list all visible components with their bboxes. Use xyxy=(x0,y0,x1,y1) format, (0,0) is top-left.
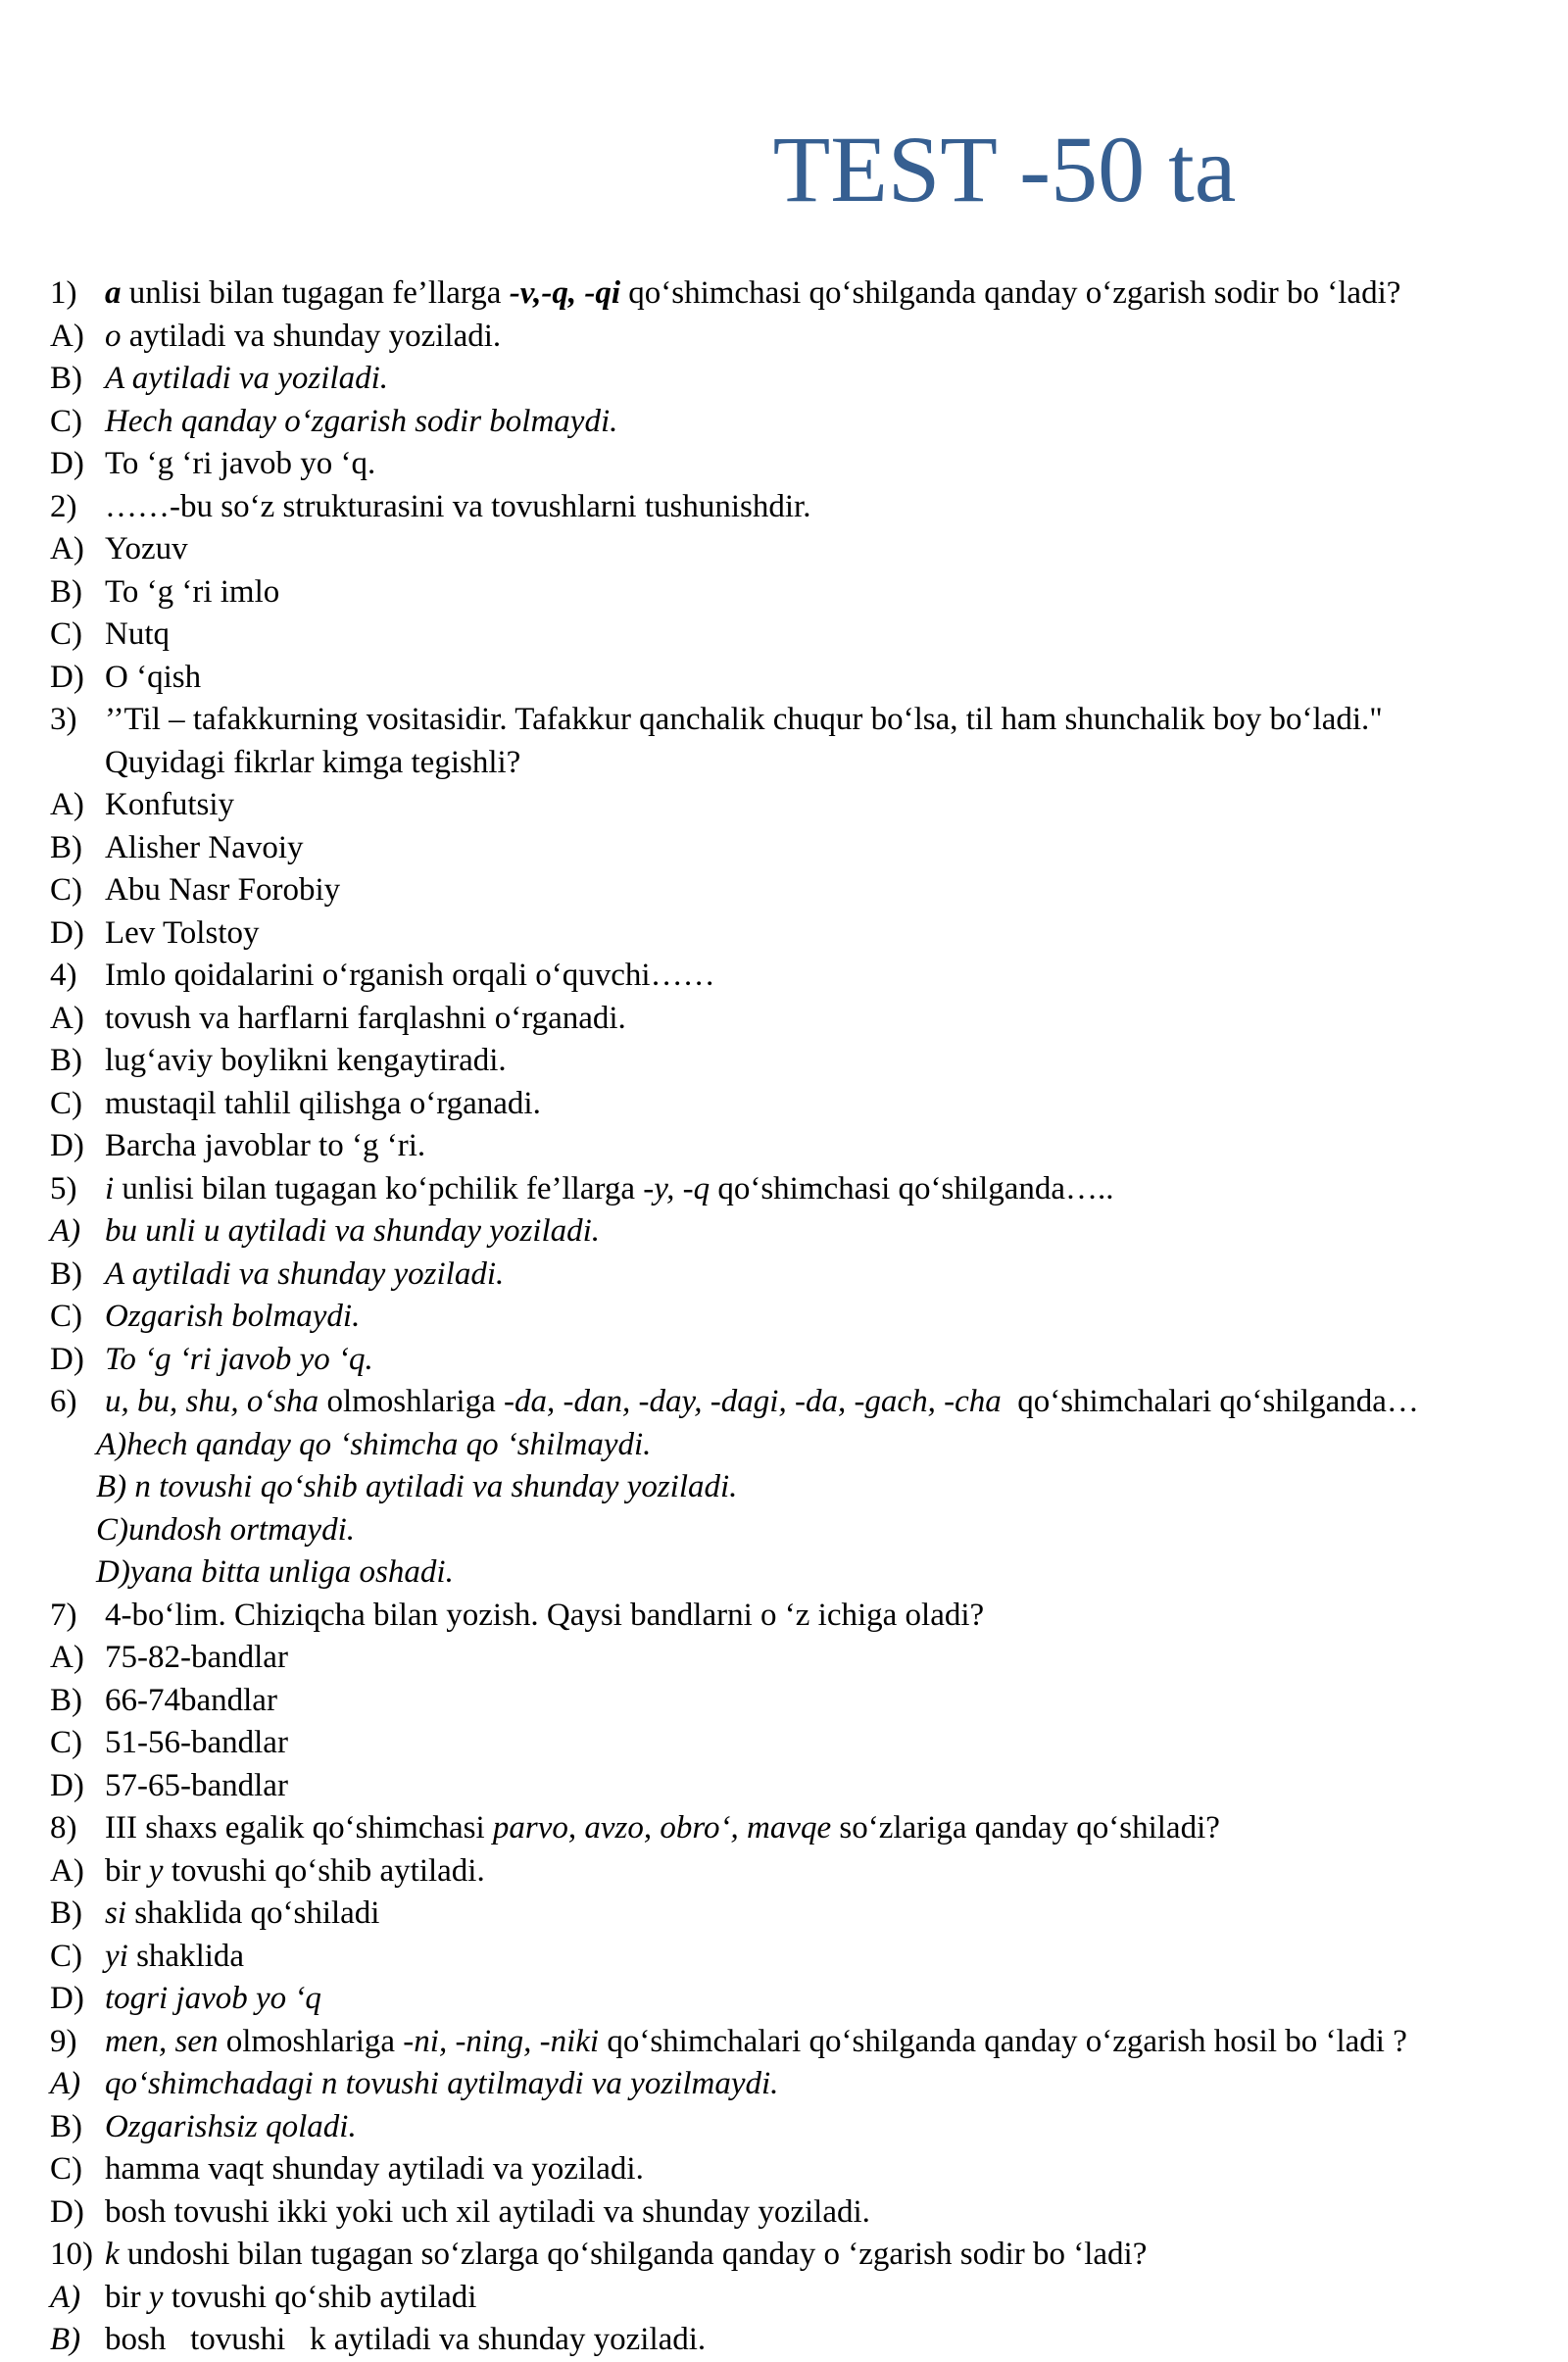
question-8-option-D xyxy=(0,1978,1568,2021)
option-label: B) xyxy=(50,573,82,610)
question-1-option-A xyxy=(0,316,1568,359)
option-text xyxy=(105,912,260,956)
text-segment: olmoshlariga xyxy=(218,2023,404,2059)
question-2-option-C xyxy=(0,614,1568,657)
text-segment: Barcha javoblar to ‘g ‘ri. xyxy=(105,1128,426,1164)
option-label: A) xyxy=(50,1213,81,1250)
option-text xyxy=(105,528,188,571)
option-text xyxy=(105,1637,288,1680)
option-label: B) xyxy=(50,829,82,865)
text-segment: -ni, -ning, -niki xyxy=(403,2023,600,2059)
text-segment: bu unli u aytiladi va shunday yoziladi. xyxy=(105,1213,601,1250)
option-text xyxy=(105,316,501,359)
question-3-text-content xyxy=(105,699,1383,742)
option-text xyxy=(105,1254,504,1297)
question-9-option-A xyxy=(0,2063,1568,2106)
text-segment: unlisi bilan tugagan ko‘pchilik fe’llarga xyxy=(114,1170,644,1206)
option-text xyxy=(105,2277,476,2320)
option-label: C) xyxy=(50,1085,82,1121)
text-segment: hamma vaqt shunday aytiladi va yoziladi. xyxy=(105,2151,644,2188)
text-segment: 57-65-bandlar xyxy=(105,1767,288,1803)
question-2-text-content xyxy=(105,486,810,529)
text-segment: A)hech qanday qo ‘shimcha qo ‘shilmaydi. xyxy=(96,1426,652,1462)
text-segment: qo‘shimchalari qo‘shilganda… xyxy=(1001,1384,1419,1420)
question-9-text-content xyxy=(105,2021,1407,2064)
question-10-option-A xyxy=(0,2277,1568,2320)
question-8-number: 8) xyxy=(50,1810,77,1846)
question-10-option-B xyxy=(0,2319,1568,2362)
text-segment: Abu Nasr Forobiy xyxy=(105,872,341,909)
text-segment: To ‘g ‘ri javob yo ‘q. xyxy=(105,446,376,482)
question-1-text xyxy=(0,272,1568,316)
text-segment: qo‘shimchasi qo‘shilganda qanday o‘zgarish sodir bo ‘ladi? xyxy=(620,275,1401,312)
text-segment: C)undosh ortmaydi. xyxy=(96,1511,355,1548)
text-segment: bir xyxy=(105,2279,149,2315)
text-segment: Yozuv xyxy=(105,531,188,567)
text-segment: qo‘shimchalari qo‘shilganda qanday o‘zgarish hosil bo ‘ladi ? xyxy=(599,2023,1407,2059)
option-text xyxy=(105,2191,870,2235)
text-segment: qo‘shimchadagi n tovushi aytilmaydi va yozilmaydi. xyxy=(105,2066,779,2102)
question-3-option-B xyxy=(0,827,1568,870)
question-3-text-content xyxy=(105,742,520,785)
question-2-option-A xyxy=(0,528,1568,571)
option-label: D) xyxy=(50,446,84,482)
option-label: A) xyxy=(50,2279,81,2315)
question-3-text xyxy=(0,699,1568,742)
option-text xyxy=(105,1296,360,1339)
option-text xyxy=(105,2319,706,2362)
question-1-number: 1) xyxy=(50,275,77,312)
question-5-option-C xyxy=(0,1296,1568,1339)
option-label: B) xyxy=(50,361,82,397)
option-text xyxy=(105,1978,321,2021)
question-7-text xyxy=(0,1595,1568,1638)
text-segment: bosh tovushi ikki yoki uch xil aytiladi va shunday yoziladi. xyxy=(105,2193,870,2230)
question-3-option-C xyxy=(0,869,1568,912)
option-text xyxy=(105,1339,373,1382)
question-9-option-B xyxy=(0,2106,1568,2149)
option-label: C) xyxy=(50,1938,82,1974)
question-10-number: 10) xyxy=(50,2237,93,2273)
question-6-number: 6) xyxy=(50,1384,77,1420)
option-text xyxy=(105,2063,778,2106)
text-segment: To ‘g ‘ri javob yo ‘q. xyxy=(105,1341,373,1377)
question-3-option-A xyxy=(0,784,1568,827)
text-segment: tovushi qo‘shib aytiladi xyxy=(163,2279,477,2315)
text-segment: To ‘g ‘ri imlo xyxy=(105,573,280,610)
question-9-option-C xyxy=(0,2148,1568,2191)
option-label: A) xyxy=(50,2066,81,2102)
option-label: B) xyxy=(50,1895,82,1932)
question-6-option-C xyxy=(0,1509,1568,1552)
text-segment: O ‘qish xyxy=(105,659,202,695)
text-segment: yi xyxy=(105,1938,128,1974)
text-segment: 51-56-bandlar xyxy=(105,1725,288,1761)
text-segment: shaklida xyxy=(127,1938,245,1974)
text-segment: A aytiladi va shunday yoziladi. xyxy=(105,1255,505,1292)
question-10-text xyxy=(0,2234,1568,2277)
text-segment: -v,-q, -qi xyxy=(509,275,621,312)
option-text xyxy=(105,1722,288,1765)
text-segment: ……-bu so‘z strukturasini va tovushlarni tushunishdir. xyxy=(105,488,811,524)
text-segment: y xyxy=(148,1852,164,1889)
option-label: C) xyxy=(50,616,82,653)
option-text xyxy=(105,2106,357,2149)
text-segment: so‘zlariga qanday qo‘shiladi? xyxy=(831,1810,1220,1846)
question-7-number: 7) xyxy=(50,1597,77,1633)
option-text xyxy=(105,784,234,827)
option-label: C) xyxy=(50,403,82,439)
question-5-option-A xyxy=(0,1210,1568,1254)
text-segment: Ozgarishsiz qoladi. xyxy=(105,2108,357,2144)
option-text xyxy=(105,614,170,657)
text-segment: a xyxy=(105,275,122,312)
question-2-text xyxy=(0,486,1568,529)
question-5-option-B xyxy=(0,1254,1568,1297)
question-7-option-A xyxy=(0,1637,1568,1680)
question-6-text xyxy=(0,1381,1568,1424)
question-4-number: 4) xyxy=(50,958,77,994)
text-segment: B) n tovushi qo‘shib aytiladi va shunday yoziladi. xyxy=(96,1469,738,1505)
option-label: B) xyxy=(50,1682,82,1718)
text-segment: shaklida qo‘shiladi xyxy=(126,1895,380,1932)
text-segment: lug‘aviy boylikni kengaytiradi. xyxy=(105,1043,507,1079)
option-label: B) xyxy=(50,1255,82,1292)
question-1-option-D xyxy=(0,443,1568,486)
text-segment: tovush va harflarni farqlashni o‘rganadi. xyxy=(105,1000,626,1036)
text-segment: 66-74bandlar xyxy=(105,1682,277,1718)
option-text xyxy=(105,1210,600,1254)
option-label: C) xyxy=(50,1299,82,1335)
question-7-option-C xyxy=(0,1722,1568,1765)
option-label: D) xyxy=(50,1981,84,2017)
question-6-option-B xyxy=(0,1466,1568,1509)
question-4-option-B xyxy=(0,1040,1568,1083)
option-label: A) xyxy=(50,531,84,567)
option-label: D) xyxy=(50,659,84,695)
text-segment: Alisher Navoiy xyxy=(105,829,304,865)
option-label: C) xyxy=(50,872,82,909)
question-2-number: 2) xyxy=(50,488,77,524)
text-segment: mustaqil tahlil qilishga o‘rganadi. xyxy=(105,1085,541,1121)
question-6-text-content xyxy=(105,1381,1419,1424)
question-4-text-content xyxy=(105,955,715,998)
question-9-text xyxy=(0,2021,1568,2064)
question-8-text xyxy=(0,1807,1568,1850)
text-segment: ’’Til – tafakkurning vositasidir. Tafakkur qanchalik chuqur bo‘lsa, til ham shunchalik boy bo‘ladi." xyxy=(105,702,1383,738)
text-segment: -y, -q xyxy=(643,1170,710,1206)
question-2-option-B xyxy=(0,571,1568,615)
text-segment: togri javob yo ‘q xyxy=(105,1981,321,2017)
option-label: B) xyxy=(50,2108,82,2144)
text-segment: olmoshlariga xyxy=(318,1384,504,1420)
option-text xyxy=(105,571,279,615)
option-label: D) xyxy=(50,2193,84,2230)
page-title: TEST -50 ta xyxy=(772,117,1237,221)
text-segment: si xyxy=(105,1895,127,1932)
option-text xyxy=(105,1680,277,1723)
question-4-option-A xyxy=(0,998,1568,1041)
text-segment: Hech qanday o‘zgarish sodir bolmaydi. xyxy=(105,403,618,439)
text-segment: III shaxs egalik qo‘shimchasi xyxy=(105,1810,493,1846)
option-label: D) xyxy=(50,1128,84,1164)
option-label: A) xyxy=(50,1852,84,1889)
option-text xyxy=(105,998,626,1041)
question-7-option-D xyxy=(0,1765,1568,1808)
question-4-text xyxy=(0,955,1568,998)
text-segment: Lev Tolstoy xyxy=(105,914,260,951)
text-segment: A aytiladi va yoziladi. xyxy=(105,361,389,397)
option-text xyxy=(105,2148,644,2191)
text-segment: unlisi bilan tugagan fe’llarga xyxy=(121,275,510,312)
question-1-option-C xyxy=(0,401,1568,444)
question-3-number: 3) xyxy=(50,702,77,738)
text-segment: aytiladi va shunday yoziladi. xyxy=(121,318,502,354)
text-segment: i xyxy=(105,1170,115,1206)
text-segment: bir xyxy=(105,1852,149,1889)
question-5-text-content xyxy=(105,1168,1114,1211)
option-label: A) xyxy=(50,318,84,354)
text-segment: Imlo qoidalarini o‘rganish orqali o‘quvchi…… xyxy=(105,958,715,994)
question-8-option-B xyxy=(0,1893,1568,1936)
option-text xyxy=(105,443,375,486)
option-label: D) xyxy=(50,914,84,951)
text-segment: 75-82-bandlar xyxy=(105,1640,288,1676)
text-segment: Nutq xyxy=(105,616,170,653)
text-segment: tovushi qo‘shib aytiladi. xyxy=(163,1852,485,1889)
question-4-option-C xyxy=(0,1083,1568,1126)
question-9-option-D xyxy=(0,2191,1568,2235)
option-label: B) xyxy=(50,1043,82,1079)
text-segment: y xyxy=(148,2279,164,2315)
option-label: C) xyxy=(50,2151,82,2188)
question-5-text xyxy=(0,1168,1568,1211)
question-2-option-D xyxy=(0,657,1568,700)
option-text xyxy=(105,1936,244,1979)
text-segment: qo‘shimchasi qo‘shilganda….. xyxy=(710,1170,1114,1206)
option-text xyxy=(105,1850,485,1894)
text-segment: -da, -dan, -day, -dagi, -da, -gach, -cha xyxy=(504,1384,1002,1420)
option-label: D) xyxy=(50,1341,84,1377)
question-7-option-B xyxy=(0,1680,1568,1723)
question-6-option-A xyxy=(0,1424,1568,1467)
option-label: A) xyxy=(50,1000,84,1036)
question-3-option-D xyxy=(0,912,1568,956)
option-text xyxy=(105,1893,379,1936)
question-5-option-D xyxy=(0,1339,1568,1382)
question-9-number: 9) xyxy=(50,2023,77,2059)
option-text xyxy=(105,1125,425,1168)
text-segment: u, bu, shu, o‘sha xyxy=(105,1384,319,1420)
option-text xyxy=(105,1765,288,1808)
text-segment: o xyxy=(105,318,122,354)
text-segment: Konfutsiy xyxy=(105,787,234,823)
question-6-option-D xyxy=(0,1551,1568,1595)
text-segment: undoshi bilan tugagan so‘zlarga qo‘shilganda qanday o ‘zgarish sodir bo ‘ladi? xyxy=(119,2237,1148,2273)
question-5-number: 5) xyxy=(50,1170,77,1206)
question-7-text-content xyxy=(105,1595,984,1638)
question-4-option-D xyxy=(0,1125,1568,1168)
option-text xyxy=(105,827,304,870)
text-segment: k xyxy=(105,2237,120,2273)
text-segment: men, sen xyxy=(105,2023,219,2059)
option-text xyxy=(105,869,340,912)
question-8-option-C xyxy=(0,1936,1568,1979)
question-8-option-A xyxy=(0,1850,1568,1894)
question-1-text-content xyxy=(105,272,1400,316)
option-label: B) xyxy=(50,2322,81,2358)
option-text xyxy=(105,358,388,401)
text-segment: 4-bo‘lim. Chiziqcha bilan yozish. Qaysi bandlarni o ‘z ichiga oladi? xyxy=(105,1597,985,1633)
text-segment: Ozgarish bolmaydi. xyxy=(105,1299,361,1335)
text-segment: parvo, avzo, obro‘, mavqe xyxy=(492,1810,832,1846)
option-label: A) xyxy=(50,787,84,823)
option-text xyxy=(105,401,617,444)
question-3-text-cont xyxy=(0,742,1568,785)
text-segment: Quyidagi fikrlar kimga tegishli? xyxy=(105,744,521,780)
question-3-number xyxy=(50,742,105,785)
question-8-text-content xyxy=(105,1807,1220,1850)
option-text xyxy=(105,1083,541,1126)
option-text xyxy=(105,1040,507,1083)
question-10-text-content xyxy=(105,2234,1147,2277)
option-text xyxy=(105,657,201,700)
option-label: A) xyxy=(50,1640,84,1676)
option-label: D) xyxy=(50,1767,84,1803)
option-label: C) xyxy=(50,1725,82,1761)
question-1-option-B xyxy=(0,358,1568,401)
test-document xyxy=(0,272,1568,2362)
text-segment: D)yana bitta unliga oshadi. xyxy=(96,1554,454,1591)
text-segment: bosh tovushi k aytiladi va shunday yoziladi. xyxy=(105,2322,707,2358)
